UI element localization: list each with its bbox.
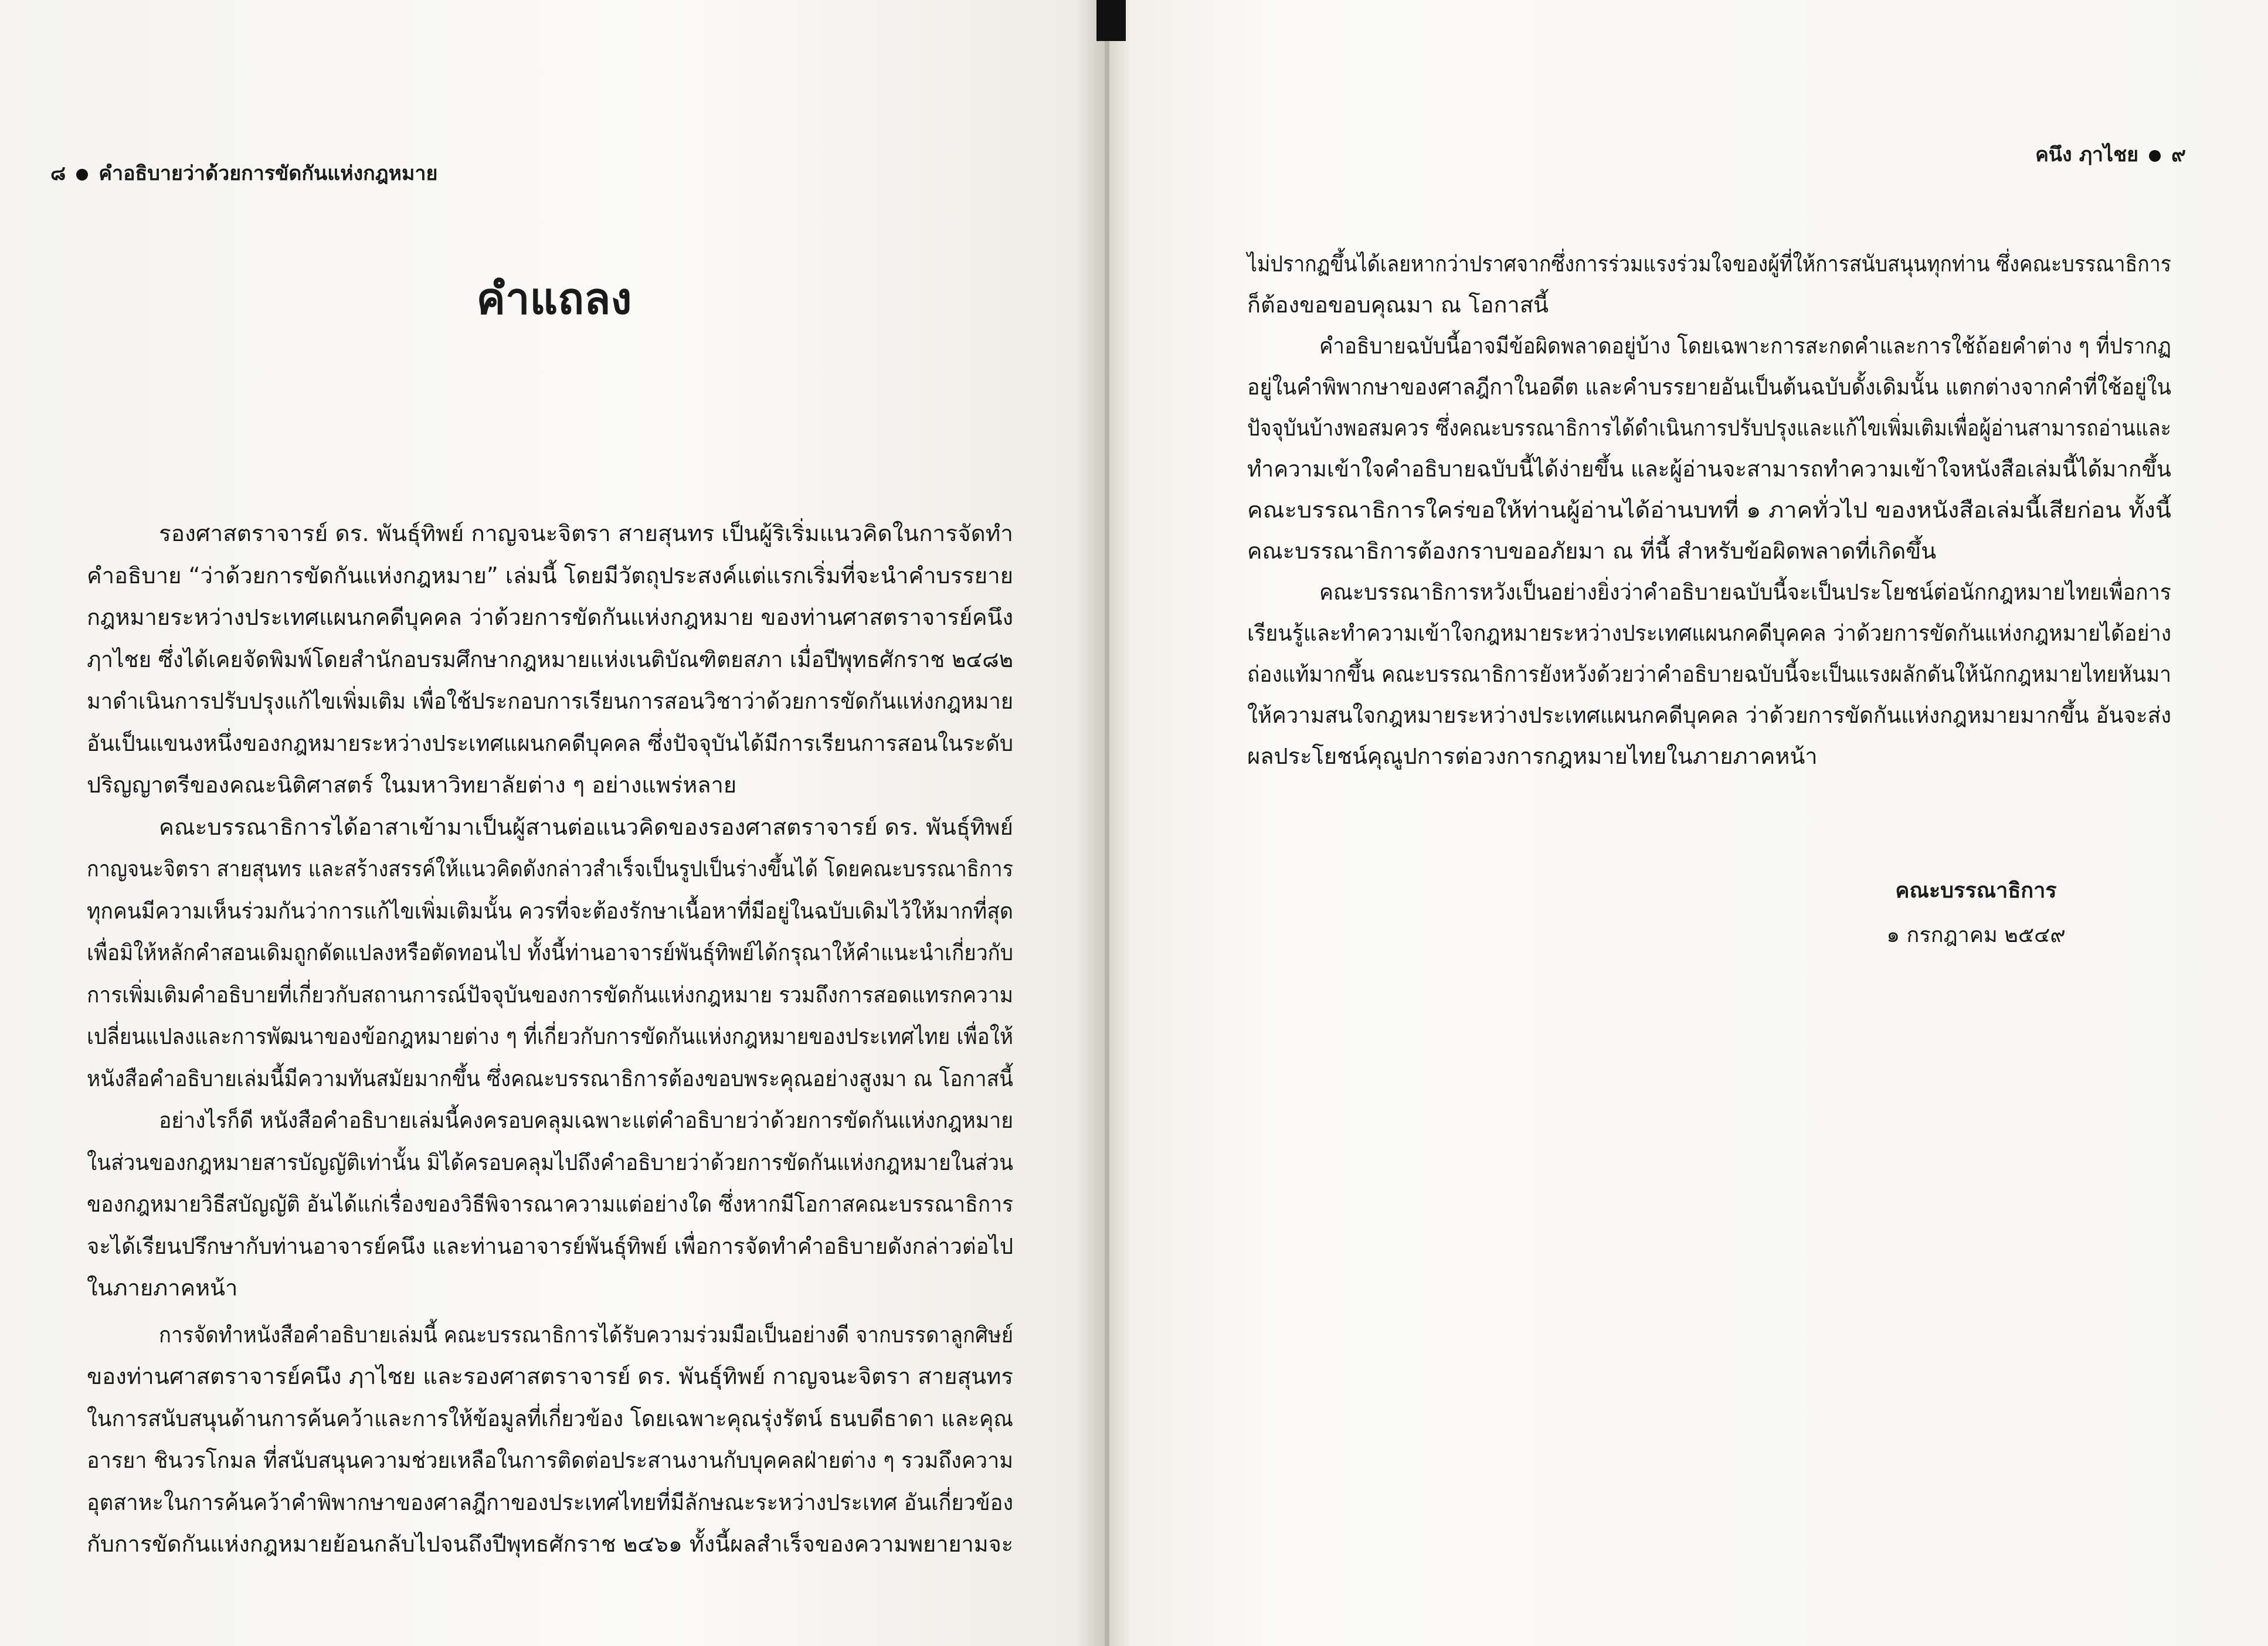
text-line-content: การเพิ่มเติมคำอธิบายที่เกี่ยวกับสถานการณ์ปัจจุบันของการขัดกันแห่งกฎหมาย รวมถึงการสอดแทรกความ: [87, 981, 1013, 1008]
text-line-content: รองศาสตราจารย์ ดร. พันธุ์ทิพย์ กาญจนะจิตรา สายสุนทร เป็นผู้ริเริ่มแนวคิดในการจัดทำ: [159, 521, 1013, 546]
book-gutter: [1105, 0, 1109, 1646]
text-line-content: ฦาไชย ซึ่งได้เคยจัดพิมพ์โดยสำนักอบรมศึกษากฎหมายแห่งเนติบัณฑิตยสภา เมื่อปีพุทธศักราช ๒๔๘๒: [87, 646, 1013, 672]
scan-shadow: [1096, 0, 1126, 41]
text-line-content: ทำความเข้าใจคำอธิบายฉบับนี้ได้ง่ายขึ้น และผู้อ่านจะสามารถทำความเข้าใจหนังสือเล่มนี้ได้มากขึ้น: [1247, 456, 2171, 482]
text-line: [87, 642, 1013, 677]
text-line-content: คำอธิบายฉบับนี้อาจมีข้อผิดพลาดอยู่บ้าง โดยเฉพาะการสะกดคำและการใช้ถ้อยคำต่าง ๆ ที่ปรากฏ: [1319, 333, 2171, 359]
text-line-content: อยู่ในคำพิพากษาของศาลฎีกาในอดีต และคำบรรยายอันเป็นต้นฉบับดั้งเดิมนั้น แตกต่างจากคำที่ใช้อยู่ใน: [1247, 374, 2171, 400]
text-line-content: หนังสือคำอธิบายเล่มนี้มีความทันสมัยมากขึ้น ซึ่งคณะบรรณาธิการต้องขอบพระคุณอย่างสูงมา ณ โอกาสนี้: [87, 1065, 1013, 1091]
text-line: [87, 893, 1013, 929]
page-number-right: ๙: [2171, 143, 2186, 166]
text-line-content: อารยา ชินวรโกมล ที่สนับสนุนความช่วยเหลือในการติดต่อประสานงานกับบุคคลฝ่ายต่าง ๆ รวมถึงความ: [87, 1447, 1013, 1473]
text-line: [87, 1229, 1013, 1264]
text-line: [87, 767, 1013, 802]
text-line-content: ของกฎหมายวิธีสบัญญัติ อันได้แก่เรื่องของวิธีพิจารณาความแต่อย่างใด ซึ่งหากมีโอกาสคณะบรรณาธิการ: [87, 1191, 1013, 1217]
text-line-content: จะได้เรียนปรึกษากับท่านอาจารย์คนึง และท่านอาจารย์พันธุ์ทิพย์ เพื่อการจัดทำคำอธิบายดังกล่าวต่อไป: [87, 1233, 1013, 1259]
text-line: [87, 683, 1013, 719]
text-line-content: กับการขัดกันแห่งกฎหมายย้อนกลับไปจนถึงปีพุทธศักราช ๒๔๖๑ ทั้งนี้ผลสำเร็จของความพยายามจะ: [87, 1531, 1013, 1557]
text-line-content: คณะบรรณาธิการต้องกราบขออภัยมา ณ ที่นี้ สำหรับข้อผิดพลาดที่เกิดขึ้น: [1247, 538, 1937, 564]
signature-date: ๑ กรกฎาคม ๒๕๔๙: [1886, 923, 2066, 947]
text-line-content: ให้ความสนใจกฎหมายระหว่างประเทศแผนกคดีบุคคล ว่าด้วยการขัดกันแห่งกฎหมายมากขึ้น อันจะส่ง: [1247, 702, 2171, 728]
text-line: [159, 1103, 1013, 1138]
text-line-content: ของท่านศาสตราจารย์คนึง ฦาไชย และรองศาสตราจารย์ ดร. พันธุ์ทิพย์ กาญจนะจิตรา สายสุนทร: [87, 1363, 1013, 1389]
text-line: [1247, 657, 2171, 692]
running-head-author: คนึง ฦาไชย: [2035, 143, 2139, 166]
text-line: [1247, 410, 2171, 445]
text-line-content: คำอธิบาย “ว่าด้วยการขัดกันแห่งกฎหมาย” เล่มนี้ โดยมีวัตถุประสงค์แต่แรกเริ่มที่จะนำคำบรรยาย: [87, 562, 1013, 589]
running-head-title: คำอธิบายว่าด้วยการขัดกันแห่งกฎหมาย: [99, 162, 438, 185]
text-line: [87, 726, 1013, 761]
text-line: [87, 1186, 1013, 1222]
text-line: [87, 1145, 1013, 1180]
text-line: [1247, 369, 2171, 404]
bullet-icon: [76, 169, 88, 181]
text-line: [87, 1526, 1013, 1562]
text-line-content: ในส่วนของกฎหมายสารบัญญัติเท่านั้น มิได้ครอบคลุมไปถึงคำอธิบายว่าด้วยการขัดกันแห่งกฎหมายในส่วน: [87, 1149, 1013, 1175]
text-line-content: มาดำเนินการปรับปรุงแก้ไขเพิ่มเติม เพื่อใช้ประกอบการเรียนการสอนวิชาว่าด้วยการขัดกันแห่งกฎหมาย: [87, 688, 1013, 714]
text-line: [87, 851, 1013, 886]
text-line-content: ไม่ปรากฏขึ้นได้เลยหากว่าปราศจากซึ่งการร่วมแรงร่วมใจของผู้ที่ให้การสนับสนุนทุกท่าน ซึ่งคณะบรรณาธิการ: [1247, 251, 2171, 277]
text-line: [1247, 287, 2171, 322]
text-line-content: อันเป็นแขนงหนึ่งของกฎหมายระหว่างประเทศแผนกคดีบุคคล ซึ่งปัจจุบันได้มีการเรียนการสอนในระดับ: [87, 730, 1013, 756]
text-line-content: ในภายภาคหน้า: [87, 1275, 238, 1301]
text-line-content: เรียนรู้และทำความเข้าใจกฎหมายระหว่างประเทศแผนกคดีบุคคล ว่าด้วยการขัดกันแห่งกฎหมายได้อย่าง: [1247, 620, 2171, 646]
text-line: [87, 977, 1013, 1012]
text-line-content: คณะบรรณาธิการได้อาสาเข้ามาเป็นผู้สานต่อแนวคิดของรองศาสตราจารย์ ดร. พันธุ์ทิพย์: [159, 814, 1013, 840]
page-title: คำแถลง: [476, 274, 632, 324]
text-line: [87, 1270, 1013, 1305]
text-line: [87, 1359, 1013, 1394]
text-line-content: ปริญญาตรีของคณะนิติศาสตร์ ในมหาวิทยาลัยต่าง ๆ อย่างแพร่หลาย: [87, 772, 737, 798]
bullet-icon: [2149, 150, 2161, 162]
text-line-content: ปัจจุบันบ้างพอสมควร ซึ่งคณะบรรณาธิการได้ดำเนินการปรับปรุงและแก้ไขเพิ่มเติมเพื่อผู้อ่านสามารถอ่านและ: [1247, 415, 2171, 441]
text-line: [87, 600, 1013, 635]
running-head-left: [50, 157, 437, 189]
text-line-content: ถ่องแท้มากขึ้น คณะบรรณาธิการยังหวังด้วยว่าคำอธิบายฉบับนี้จะเป็นแรงผลักดันให้นักกฎหมายไทยหันมา: [1247, 661, 2171, 687]
text-line-content: กาญจนะจิตรา สายสุนทร และสร้างสรรค์ให้แนวคิดดังกล่าวสำเร็จเป็นรูปเป็นร่างขึ้นได้ โดยคณะบรรณาธิการ: [87, 856, 1013, 882]
text-line: [1247, 451, 2171, 487]
text-line: [159, 1317, 1013, 1352]
text-line-content: คณะบรรณาธิการใคร่ขอให้ท่านผู้อ่านได้อ่านบทที่ ๑ ภาคทั่วไป ของหนังสือเล่มนี้เสียก่อน ทั้งนี้: [1247, 497, 2171, 523]
text-line-content: คณะบรรณาธิการหวังเป็นอย่างยิ่งว่าคำอธิบายฉบับนี้จะเป็นประโยชน์ต่อนักกฎหมายไทยเพื่อการ: [1319, 579, 2171, 605]
text-line: [87, 1019, 1013, 1054]
signature: คณะบรรณาธิการ: [1895, 879, 2057, 903]
text-line-content: เพื่อมิให้หลักคำสอนเดิมถูกดัดแปลงหรือตัดทอนไป ทั้งนี้ท่านอาจารย์พันธุ์ทิพย์ได้กรุณาให้คำแนะนำเกี่ยวกับ: [87, 940, 1013, 965]
text-line-content: อุตสาหะในการค้นคว้าคำพิพากษาของศาลฎีกาของประเทศไทยที่มีลักษณะระหว่างประเทศ อันเกี่ยวข้อง: [87, 1489, 1013, 1515]
right-page: [1108, 0, 2268, 1646]
text-line: [1247, 246, 2171, 281]
page-number-left: ๘: [50, 162, 66, 185]
text-line: [87, 1401, 1013, 1436]
left-page: [0, 0, 1108, 1646]
text-line-content: ก็ต้องขอขอบคุณมา ณ โอกาสนี้: [1247, 292, 1549, 318]
text-line: [1247, 533, 2171, 569]
text-line: [87, 935, 1013, 970]
text-line: [1319, 574, 2171, 610]
text-line: [1247, 492, 2171, 528]
text-line-content: กฎหมายระหว่างประเทศแผนกคดีบุคคล ว่าด้วยการขัดกันแห่งกฎหมาย ของท่านศาสตราจารย์คนึง: [87, 604, 1013, 630]
text-line-content: ผลประโยชน์คุณูปการต่อวงการกฎหมายไทยในภายภาคหน้า: [1247, 743, 1818, 769]
text-line: [1319, 328, 2171, 363]
text-line: [87, 558, 1013, 593]
text-line: [87, 1443, 1013, 1478]
text-line: [1247, 739, 2171, 774]
text-line-content: เปลี่ยนแปลงและการพัฒนาของข้อกฎหมายต่าง ๆ ที่เกี่ยวกับการขัดกันแห่งกฎหมายของประเทศไทย เพื่อให้: [87, 1023, 1013, 1049]
text-line: [87, 1061, 1013, 1096]
text-line-content: ทุกคนมีความเห็นร่วมกันว่าการแก้ไขเพิ่มเติมนั้น ควรที่จะต้องรักษาเนื้อหาที่มีอยู่ในฉบับเดิมไว้ให้มากที่สุด: [87, 897, 1013, 924]
text-line: [87, 1485, 1013, 1520]
text-line: [1247, 698, 2171, 733]
running-head-right: [2035, 138, 2186, 170]
text-line-content: อย่างไรก็ดี หนังสือคำอธิบายเล่มนี้คงครอบคลุมเฉพาะแต่คำอธิบายว่าด้วยการขัดกันแห่งกฎหมาย: [159, 1107, 1013, 1133]
text-line-content: ในการสนับสนุนด้านการค้นคว้าและการให้ข้อมูลที่เกี่ยวข้อง โดยเฉพาะคุณรุ่งรัตน์ ธนบดีธาดา และคุณ: [87, 1405, 1013, 1431]
text-line: [1247, 615, 2171, 651]
text-line: [159, 810, 1013, 845]
text-line: [159, 516, 1013, 551]
text-line-content: การจัดทำหนังสือคำอธิบายเล่มนี้ คณะบรรณาธิการได้รับความร่วมมือเป็นอย่างดี จากบรรดาลูกศิษย์: [159, 1321, 1013, 1348]
